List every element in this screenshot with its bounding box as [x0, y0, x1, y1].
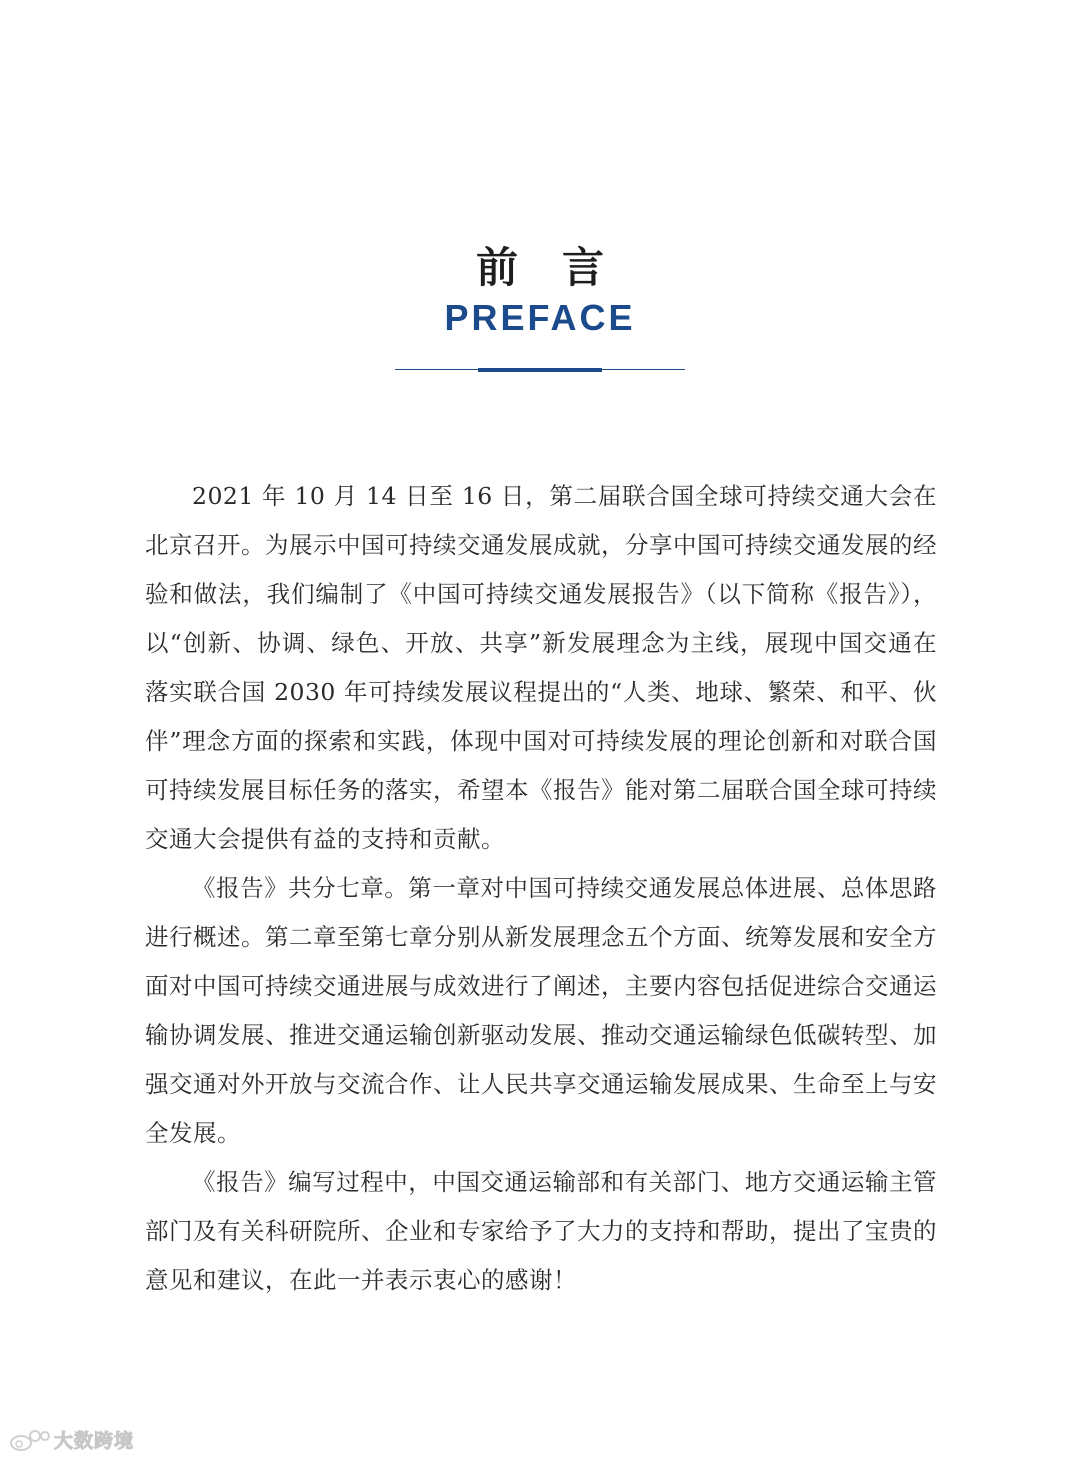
watermark-text: 大数跨境 [54, 1430, 135, 1452]
page-title-en: PREFACE [444, 297, 636, 338]
watermark [8, 1426, 134, 1453]
paragraph-1: 2021 年 10 月 14 日至 16 日，第二届联合国全球可持续交通大会在北京召开。为展示中国可持续交通发展成就，分享中国可持续交通发展的经验和做法，我们编制了《中国可持续交通发展报告》（以下简称《报告》），以“创新、协调、绿色、开放、共享”新发展理念为主线，展现中国交通在落实联合国 2030 年可持续发展议程提出的“人类、地球、繁荣、和平、伙伴”理念方面的探索和实践，体现中国对可持续发展的理论创新和对联合国可持续发展目标任务的落实，希望本《报告》能对第二届联合国全球可持续交通大会提供有益的支持和贡献。 [145, 482, 937, 853]
paragraph-2: 《报告》共分七章。第一章对中国可持续交通发展总体进展、总体思路进行概述。第二章至第七章分别从新发展理念五个方面、统筹发展和安全方面对中国可持续交通进展与成效进行了阐述，主要内容包括促进综合交通运输协调发展、推进交通运输创新驱动发展、推动交通运输绿色低碳转型、加强交通对外开放与交流合作、让人民共享交通运输发展成果、生命至上与安全发展。 [145, 874, 937, 1147]
page-title-cn: 前言 [475, 243, 648, 292]
title-divider-accent [478, 368, 602, 372]
paragraph-3: 《报告》编写过程中，中国交通运输部和有关部门、地方交通运输主管部门及有关科研院所、企业和专家给予了大力的支持和帮助，提出了宝贵的意见和建议，在此一并表示衷心的感谢！ [145, 1168, 937, 1294]
preface-body [145, 472, 937, 1305]
weibo-logo-icon [8, 1427, 50, 1453]
